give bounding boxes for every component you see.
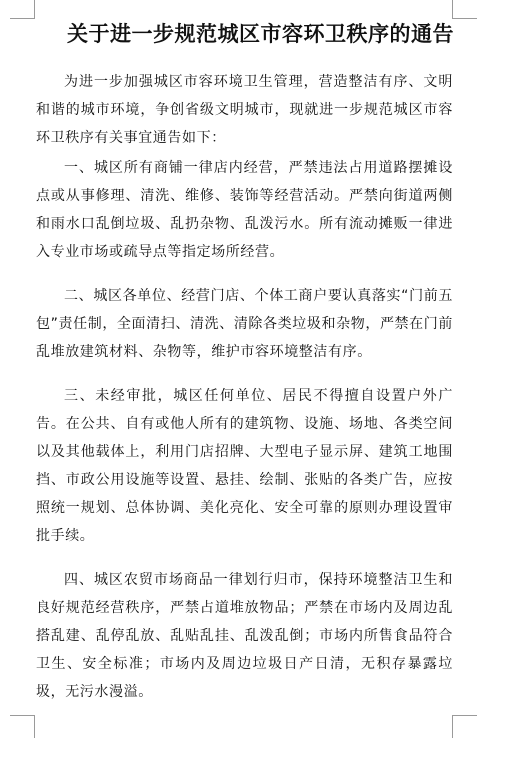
paragraph-intro: 为进一步加强城区市容环境卫生管理，营造整洁有序、文明和谐的城市环境，争创省级文明城市，现就进一步规范城区市容环卫秩序有关事宜通告如下： — [36, 74, 453, 146]
crop-mark-top-left — [10, 0, 35, 19]
crop-mark-top-right — [452, 0, 477, 19]
document-body — [36, 68, 453, 706]
paragraph-item-2: 二、城区各单位、经营门店、个体工商户要认真落实“门前五包”责任制，全面清扫、清洗、清除各类垃圾和杂物，严禁在门前乱堆放建筑材料、杂物等，维护市容环境整洁有序。 — [36, 288, 453, 360]
document-title: 关于进一步规范城区市容环卫秩序的通告 — [67, 21, 454, 46]
paragraph-item-3: 三、未经审批，城区任何单位、居民不得擅自设置户外广告。在公共、自有或他人所有的建筑物、设施、场地、各类空间以及其他载体上，利用门店招牌、大型电子显示屏、建筑工地围挡、市政公用设施等设置、悬挂、绘制、张贴的各类广告，应按照统一规划、总体协调、美化亮化、安全可靠的原则办理设置审批手续。 — [36, 388, 453, 544]
crop-mark-bottom-left — [10, 715, 35, 738]
crop-mark-bottom-right — [452, 715, 477, 738]
paragraph-item-1: 一、城区所有商铺一律店内经营，严禁违法占用道路摆摊设点或从事修理、清洗、维修、装饰等经营活动。严禁向街道两侧和雨水口乱倒垃圾、乱扔杂物、乱泼污水。所有流动摊贩一律进入专业市场或疏导点等指定场所经营。 — [36, 160, 453, 260]
paragraph-item-4: 四、城区农贸市场商品一律划行归市，保持环境整洁卫生和良好规范经营秩序，严禁占道堆放物品；严禁在市场内及周边乱搭乱建、乱停乱放、乱贴乱挂、乱泼乱倒；市场内所售食品符合卫生、安全标准；市场内及周边垃圾日产日清，无积存暴露垃圾，无污水漫溢。 — [36, 572, 453, 700]
